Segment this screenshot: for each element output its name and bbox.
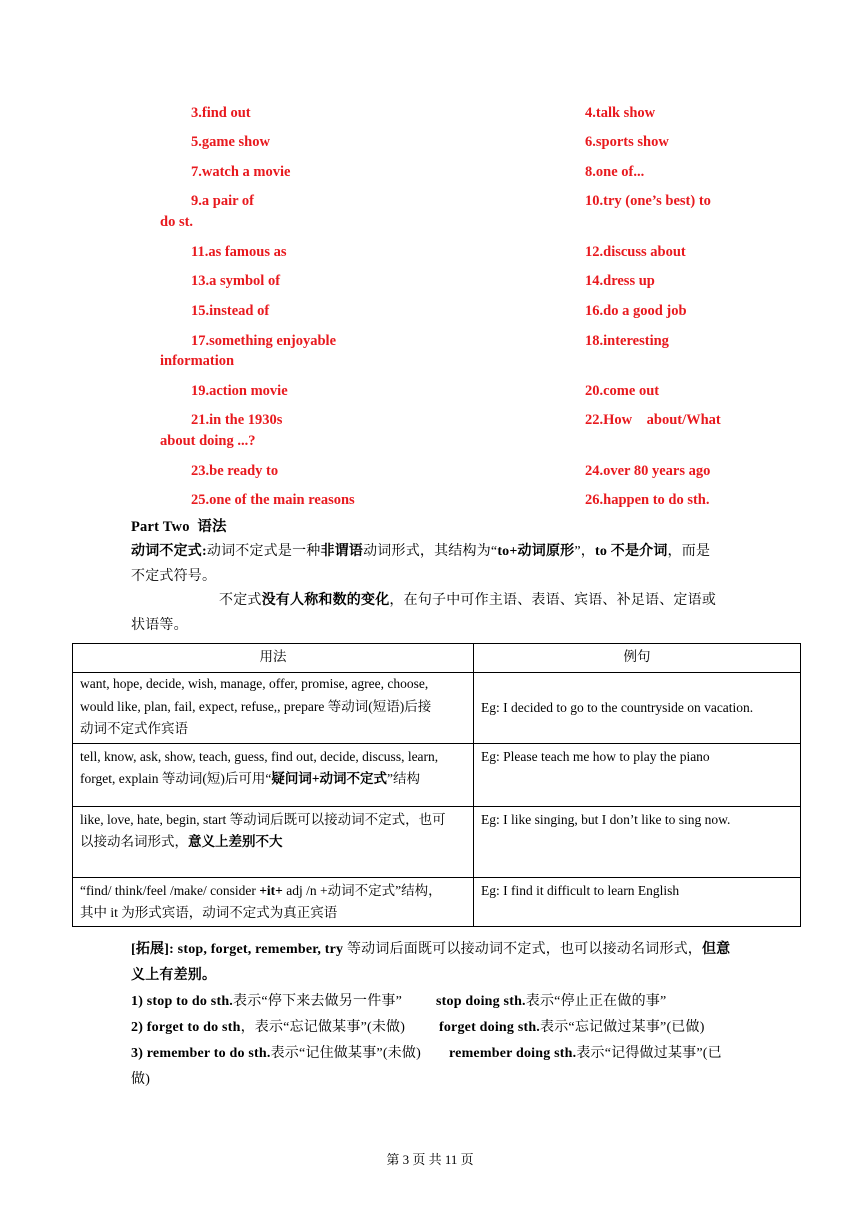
- extension-line: 义上有差别。: [131, 968, 217, 983]
- phrase-item: 5.game show: [191, 134, 270, 150]
- extension-item: [131, 990, 402, 1010]
- usage-line: 动词不定式作宾语: [80, 721, 188, 736]
- phrase-item: 23.be ready to: [191, 463, 279, 479]
- highlight: 疑问词+动词不定式: [271, 771, 388, 786]
- section-title: 语法: [197, 519, 227, 535]
- phrase-item: 10.try (one’s best) to: [585, 193, 711, 209]
- text: 动词不定式是一种: [206, 544, 321, 559]
- intro-line: [219, 589, 716, 609]
- phrase-item: 16.do a good job: [585, 303, 687, 319]
- phrase-item: 9.a pair of: [191, 193, 254, 209]
- usage-line: like, love, hate, begin, start 等动词后既可以接动词不定式，也可: [80, 812, 446, 827]
- text: 表示“记住做某事”(未做): [270, 1046, 421, 1061]
- usage-line: [80, 831, 466, 853]
- footer-text: 共: [428, 1152, 442, 1167]
- text: 等动词后面既可以接动词不定式，也可以接动名词形式，: [343, 942, 702, 957]
- header-example: 例句: [474, 644, 801, 673]
- current-page: 3: [402, 1152, 410, 1167]
- highlight: 2) forget to do sth: [131, 1020, 241, 1035]
- footer-text: 第: [386, 1152, 400, 1167]
- usage-line: [80, 768, 466, 790]
- phrase-item: 8.one of...: [585, 164, 645, 180]
- table-row: [73, 744, 801, 807]
- phrase-item: 7.watch a movie: [191, 164, 291, 180]
- table-header-row: [73, 644, 801, 673]
- usage-cell: [73, 878, 474, 927]
- phrase-item: 25.one of the main reasons: [191, 492, 355, 508]
- highlight: to+动词原形: [497, 544, 575, 559]
- phrase-item: 19.action movie: [191, 383, 288, 399]
- total-pages: 11: [444, 1152, 458, 1167]
- footer-text: 页: [412, 1152, 426, 1167]
- phrase-item: 26.happen to do sth.: [585, 492, 710, 508]
- table-row: [73, 878, 801, 927]
- highlight: to 不是介词: [594, 544, 668, 559]
- usage-line: want, hope, decide, wish, manage, offer, promise, agree, choose,: [80, 676, 429, 691]
- section-heading: [131, 515, 227, 536]
- grammar-table: [72, 643, 801, 927]
- phrase-item: 21.in the 1930s: [191, 412, 283, 428]
- phrase-item: 11.as famous as: [191, 244, 287, 260]
- intro-line: 状语等。: [131, 618, 188, 633]
- example-cell: Eg: I find it difficult to learn English: [474, 878, 801, 927]
- term: 动词不定式:: [131, 544, 207, 559]
- phrase-item: 13.a symbol of: [191, 273, 281, 289]
- phrase-item: about doing ...?: [160, 433, 256, 449]
- phrase-item: 6.sports show: [585, 134, 669, 150]
- footer-text: 页: [460, 1152, 474, 1167]
- highlight: 意义上差别不大: [188, 834, 283, 849]
- text: ，表示“忘记做某事”(未做): [240, 1020, 406, 1035]
- highlight: +it+: [259, 883, 283, 898]
- extension-item: [439, 1016, 705, 1036]
- usage-cell: [73, 744, 474, 807]
- phrase-item: 4.talk show: [585, 105, 656, 121]
- extension-item: [131, 1042, 421, 1062]
- usage-line: 其中 it 为形式宾语，动词不定式为真正宾语: [80, 905, 338, 920]
- usage-line: tell, know, ask, show, teach, guess, find out, decide, discuss, learn,: [80, 749, 439, 764]
- text: ，而是: [667, 544, 711, 559]
- section-label: Part Two: [131, 519, 190, 535]
- extension-item: [131, 1016, 405, 1036]
- phrase-item: information: [160, 353, 235, 369]
- text: ”结构: [387, 771, 421, 786]
- phrase-item: do st.: [160, 214, 194, 230]
- example-cell: Eg: Please teach me how to play the piano: [474, 744, 801, 807]
- phrase-item: 14.dress up: [585, 273, 655, 289]
- extension-line: [131, 938, 730, 958]
- text: 表示“停下来去做另一件事”: [233, 994, 403, 1009]
- text: adj /n +动词不定式”结构，: [282, 883, 442, 898]
- highlight: forget doing sth.: [439, 1020, 541, 1035]
- table-row: [73, 807, 801, 878]
- phrase-item: 3.find out: [191, 105, 251, 121]
- page-footer: [0, 1149, 860, 1168]
- phrase-item: 24.over 80 years ago: [585, 463, 711, 479]
- phrase-item: 15.instead of: [191, 303, 270, 319]
- usage-line: would like, plan, fail, expect, refuse,, prepare 等动词(短语)后接: [80, 698, 432, 714]
- text: 以接动名词形式，: [80, 834, 188, 849]
- highlight: 非谓语: [320, 544, 364, 559]
- text: 表示“忘记做过某事”(已做): [540, 1020, 705, 1035]
- table-row: [73, 673, 801, 744]
- text: 表示“停止正在做的事”: [525, 994, 667, 1009]
- header-usage: 用法: [73, 644, 474, 673]
- usage-line: [80, 880, 466, 902]
- highlight: 但意: [701, 942, 731, 957]
- text: 动词形式，其结构为“: [363, 544, 498, 559]
- highlight: 没有人称和数的变化: [261, 593, 390, 608]
- highlight: 3) remember to do sth.: [131, 1046, 271, 1061]
- text: 不定式: [219, 593, 262, 608]
- usage-cell: [73, 673, 474, 744]
- example-cell: Eg: I like singing, but I don’t like to sing now.: [474, 807, 801, 878]
- highlight: 1) stop to do sth.: [131, 994, 234, 1009]
- text: forget, explain 等动词(短)后可用“: [80, 771, 272, 786]
- text: 表示“记得做过某事”(已: [576, 1046, 722, 1061]
- intro-line: [131, 540, 710, 560]
- example-cell: Eg: I decided to go to the countryside on vacation.: [474, 673, 801, 744]
- text: ，在句子中可作主语、表语、宾语、补足语、定语或: [389, 593, 717, 608]
- extension-item: [449, 1042, 722, 1062]
- phrase-item: 12.discuss about: [585, 244, 686, 260]
- extension-item: [436, 990, 666, 1010]
- usage-cell: [73, 807, 474, 878]
- intro-line: 不定式符号。: [131, 569, 217, 584]
- text: “find/ think/feel /make/ consider: [80, 883, 260, 898]
- phrase-item: 18.interesting: [585, 333, 669, 349]
- phrase-item: 17.something enjoyable: [191, 333, 336, 349]
- highlight: [拓展]: stop, forget, remember, try: [131, 942, 344, 957]
- phrase-item: 20.come out: [585, 383, 660, 399]
- highlight: remember doing sth.: [449, 1046, 577, 1061]
- extension-item: 做): [131, 1072, 151, 1087]
- text: ”，: [574, 544, 595, 559]
- phrase-item: 22.How about/What: [585, 412, 721, 428]
- highlight: stop doing sth.: [436, 994, 526, 1009]
